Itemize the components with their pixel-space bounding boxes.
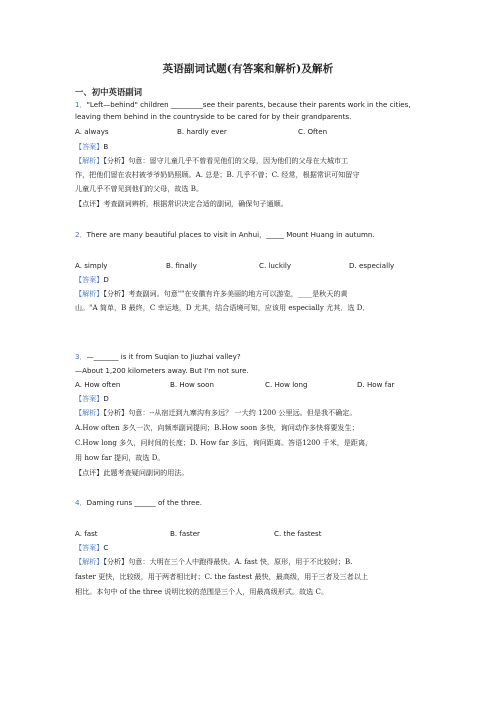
option-c: C. the fastest <box>274 529 322 538</box>
question-number: 4． <box>75 498 87 507</box>
option-a: A. always <box>75 127 109 136</box>
option-b: B. How soon <box>170 380 214 389</box>
option-c: C. How long <box>265 380 308 389</box>
question-1-stem-line-1: 1．"Left—behind" children _________see their parents, because their parents work in the cities, <box>75 100 411 109</box>
answer-value: B <box>103 142 109 151</box>
answer-value: C <box>103 543 109 552</box>
analysis-line: 儿童几乎不曾见到他们的父母，故选 B。 <box>75 184 204 193</box>
analysis-line: 【解析】【分析】句意：--从宿迁到九寨沟有多远？ 一大约 1200 公里远。但是我不确定。 <box>75 408 357 417</box>
answer-value: D <box>103 275 109 284</box>
comment-line: 【点评】考查副词辨析，根据常识决定合适的副词，确保句子通顺。 <box>75 199 288 208</box>
analysis-line: A.How often 多久一次，向频率副词提问；B.How soon 多快，询问动作多快将要发生； <box>75 423 359 432</box>
answer-line: 【答案】B <box>75 142 109 151</box>
analysis-line: 山。"A 简单，B 最终，C 幸运地，D 尤其，结合语境可知，应该用 especially 尤其．选 D． <box>75 303 370 312</box>
analysis-line: C.How long 多久，问时间的长度；D. How far 多远，询问距离。答语1200 千米，是距离， <box>75 438 373 447</box>
question-number: 3． <box>75 352 87 361</box>
option-a: A. simply <box>75 261 108 270</box>
analysis-line: faster 更快，比较级，用于两者相比时；C. the fastest 最快，最高级，用于三者及三者以上 <box>75 572 368 581</box>
question-1-stem-line-2: leaving them behind in the countryside to be cared for by their grandparents. <box>75 112 352 121</box>
option-d: D. How far <box>357 380 395 389</box>
analysis-line: 相比。本句中 of the three 说明比较的范围是三个人，用最高级形式。故选 C。 <box>75 587 329 596</box>
question-3-stem-line-1: 3．—_______ is it from Suqian to Jiuzhai valley? <box>75 352 241 361</box>
comment-line: 【点评】此题考查疑问副词的用法。 <box>75 468 189 477</box>
option-b: B. finally <box>166 261 197 270</box>
answer-line: 【答案】D <box>75 394 109 403</box>
analysis-line: 用 how far 提问，故选 D。 <box>75 453 165 462</box>
option-a: A. fast <box>75 529 98 538</box>
answer-value: D <box>103 394 109 403</box>
section-heading: 一、初中英语副词 <box>75 87 142 97</box>
option-c: C. Often <box>298 127 328 136</box>
analysis-line: 【解析】【分析】句意：留守儿童几乎不曾看见他们的父母，因为他们的父母在大城市工 <box>75 156 349 165</box>
question-4-stem: 4．Daming runs ______ of the three. <box>75 498 202 507</box>
page-title: 英语副词试题(有答案和解析)及解析 <box>162 63 334 75</box>
question-3-stem-line-2: —About 1,200 kilometers away. But I'm not sure. <box>75 366 249 375</box>
option-b: B. faster <box>170 529 200 538</box>
option-d: D. especially <box>349 261 395 270</box>
option-b: B. hardly ever <box>177 127 227 136</box>
option-c: C. luckily <box>259 261 292 270</box>
question-number: 2． <box>75 230 87 239</box>
answer-line: 【答案】D <box>75 275 109 284</box>
analysis-line: 【解析】【分析】句意：大明在三个人中跑得最快。A. fast 快，原形，用于不比较时；B. <box>75 557 353 566</box>
analysis-line: 【解析】【分析】考查副词。句意""在安徽有许多美丽的地方可以游览，____是秋天的黄 <box>75 289 348 298</box>
answer-line: 【答案】C <box>75 543 109 552</box>
question-number: 1． <box>75 100 87 109</box>
analysis-line: 作，把他们留在农村被爷爷奶奶照顾。A. 总是；B. 几乎不曾；C. 经常，根据常识可知留守 <box>75 170 360 179</box>
option-a: A. How often <box>75 380 121 389</box>
question-2-stem: 2．There are many beautiful places to visit in Anhui，_____ Mount Huang in autumn. <box>75 230 375 239</box>
